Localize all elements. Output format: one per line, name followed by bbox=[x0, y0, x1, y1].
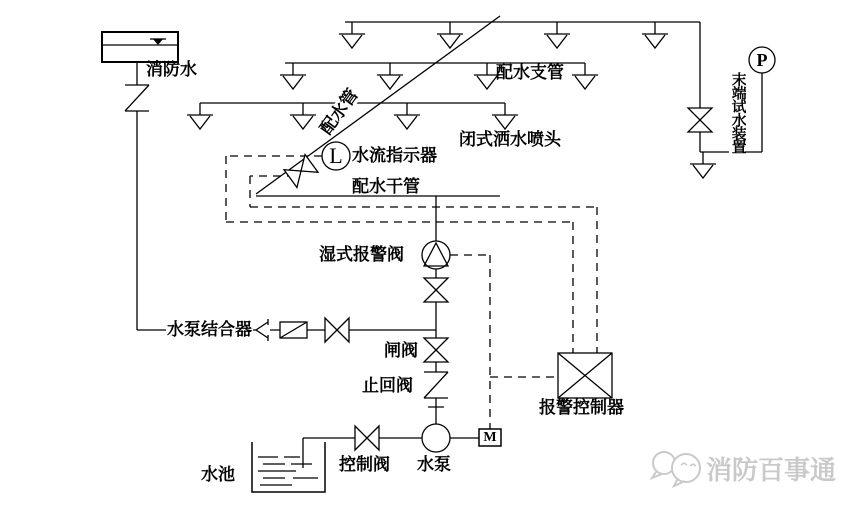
sprinkler-icon bbox=[280, 63, 306, 89]
label-branch-pipe: 配水支管 bbox=[496, 63, 564, 82]
pool-tank bbox=[252, 442, 325, 492]
watermark-text: 消防百事通 bbox=[706, 456, 837, 485]
signal-line-signal-valve-to-controller bbox=[250, 176, 597, 353]
label-closed-sprinkler: 闭式洒水喷头 bbox=[459, 130, 561, 149]
controller-box bbox=[558, 353, 612, 398]
sprinkler-icon bbox=[187, 103, 213, 129]
sprinkler-icon bbox=[642, 22, 668, 48]
label-pump: 水泵 bbox=[417, 455, 451, 474]
pool-water-lines bbox=[258, 457, 318, 485]
sprinkler-icon bbox=[339, 22, 365, 48]
alarm-drain-valve-icon bbox=[424, 278, 448, 302]
label-alarm-controller: 报警控制器 bbox=[539, 398, 624, 417]
label-pump-coupler: 水泵结合器 bbox=[167, 320, 252, 339]
label-end-test-device: 末端试水装置 bbox=[729, 72, 745, 181]
label-check-valve: 止回阀 bbox=[362, 376, 413, 395]
watermark-logo-icon bbox=[652, 452, 700, 486]
sprinkler-icon bbox=[394, 103, 420, 129]
pipe-riser bbox=[428, 196, 444, 424]
control-valve-icon bbox=[355, 426, 379, 450]
pipes bbox=[137, 16, 762, 468]
pressure-gauge-letter: P bbox=[756, 50, 768, 70]
label-pool: 水池 bbox=[201, 465, 235, 484]
pump-icon bbox=[422, 424, 450, 452]
water-level-icon bbox=[153, 39, 163, 45]
sprinkler-icon bbox=[437, 22, 463, 48]
flow-indicator-letter: L bbox=[329, 143, 343, 168]
sprinkler-icon bbox=[377, 63, 403, 89]
tank-check-valve-icon bbox=[125, 85, 149, 111]
coupler-gate-valve-icon bbox=[325, 318, 349, 342]
label-main-pipe: 配水干管 bbox=[352, 177, 420, 196]
test-valve-icon bbox=[688, 108, 712, 132]
gate-valve-icon bbox=[424, 338, 448, 362]
label-feed-pipe: 配水管 bbox=[316, 85, 362, 138]
sprinklers bbox=[187, 22, 716, 178]
sprinkler-icon bbox=[572, 63, 598, 89]
coupler-inlet-icon bbox=[256, 322, 268, 338]
wet-alarm-valve-icon bbox=[422, 241, 450, 269]
sprinkler-icon bbox=[290, 103, 316, 129]
label-wet-alarm-valve: 湿式报警阀 bbox=[319, 245, 404, 264]
label-control-valve: 控制阀 bbox=[339, 455, 390, 474]
label-gate-valve: 闸阀 bbox=[384, 341, 418, 360]
check-valve-icon bbox=[424, 372, 448, 398]
fire-tank bbox=[102, 32, 178, 62]
coupler-check-valve-icon bbox=[280, 322, 307, 338]
feed-pipe-diagonal bbox=[256, 16, 500, 194]
signal-valve-icon bbox=[284, 154, 318, 187]
label-flow-indicator: 水流指示器 bbox=[352, 146, 437, 165]
sprinkler-icon bbox=[492, 103, 518, 129]
sprinkler-icon bbox=[544, 22, 570, 48]
motor-letter: M bbox=[483, 430, 497, 445]
label-fire-water-tank: 消防水 bbox=[146, 60, 197, 79]
pump-coupler-icon bbox=[256, 318, 349, 342]
end-test-sprinkler-icon bbox=[690, 152, 716, 178]
